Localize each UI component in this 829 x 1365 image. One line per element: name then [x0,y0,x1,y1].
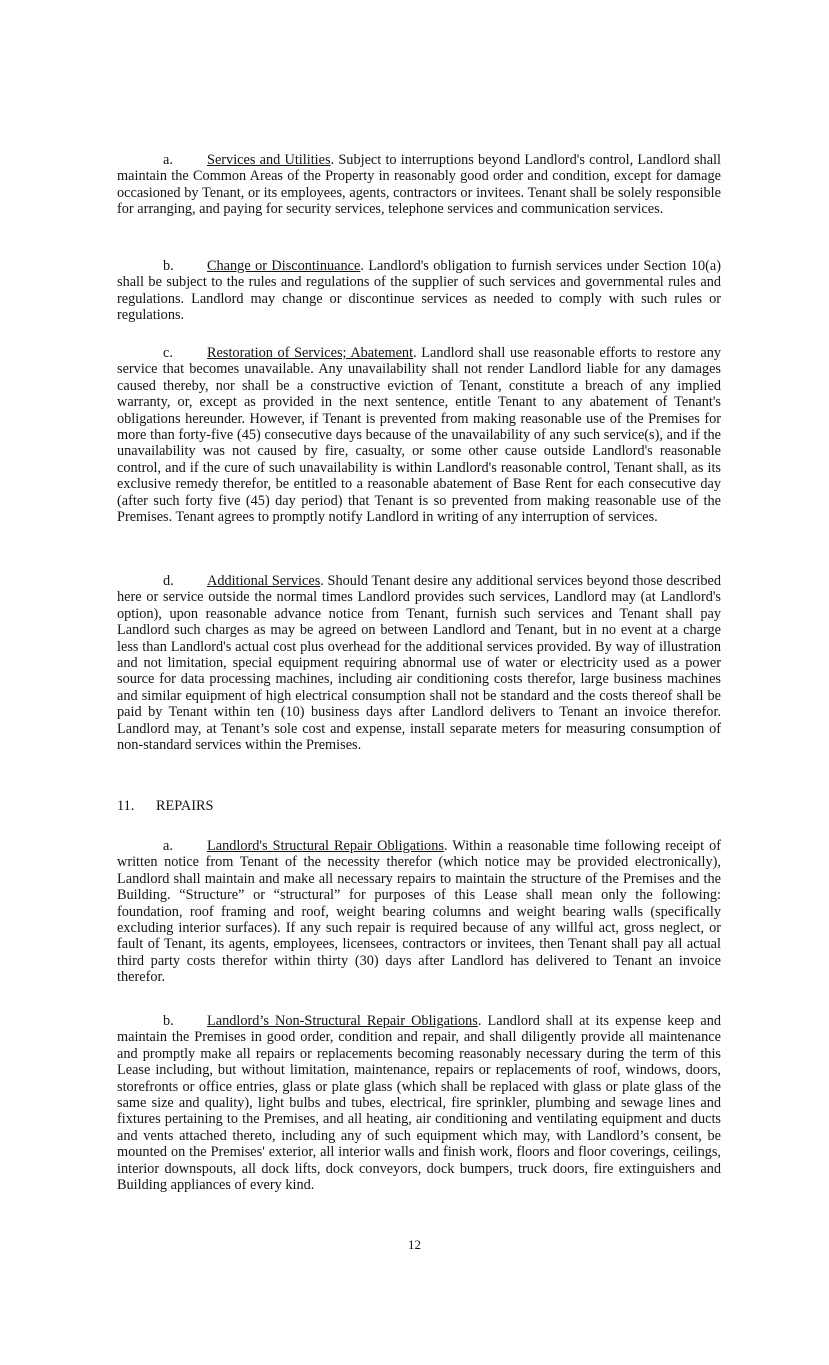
section-10d-paragraph: d. Additional Services. Should Tenant desire any additional services beyond those described here or service outside the normal times Landlord provides such services, Landlord may (at Landlord's option), upon reasonable advance notice from Tenant, furnish such services and Tenant shall pay Landlord such charges as may be agreed on between Landlord and Tenant, but in no event at a charge less than Landlord's actual cost plus overhead for the additional services provided. By way of illustration and not limitation, special equipment requiring abnormal use of water or electricity used as a power source for data processing machines, including air conditioning costs therefor, large business machines and similar equipment of high electrical consumption shall not be standard and the costs thereof shall be paid by Tenant within ten (10) business days after Landlord delivers to Tenant an invoice therefor. Landlord may, at Tenant’s sole cost and expense, install separate meters for measuring consumption of non-standard services within the Premises. [117,573,722,754]
section-body: Landlord's obligation to furnish services under Section 10(a) shall be subject to the rules and regulations of the supplier of such services and governmental rules and regulations. Landlord may change or discontinue services as needed to comply with such rules or regulations. [117,258,721,324]
heading-title: REPAIRS [156,798,214,814]
section-title: Landlord's Structural Repair Obligations [207,838,444,854]
section-body: Landlord shall use reasonable efforts to restore any service that becomes unavailable. Any unavailability shall not render Landlord liable for any damages caused thereby, nor shall be a constructive eviction of Tenant, constitute a breach of any implied warranty, or, except as provided in the next sentence, entitle Tenant to any abatement of Tenant's obligations hereunder. However, if Tenant is prevented from making reasonable use of the Premises for more than forty-five (45) consecutive days because of the unavailability of any such service(s), and if the unavailability was not caused by fire, casualty, or some other cause outside Landlord's reasonable control, and if the cure of such unavailability is within Landlord's reasonable control, Tenant shall, as its exclusive remedy therefor, be entitled to a reasonable abatement of Base Rent for each consecutive day (after such forty five (45) day period) that Tenant is so prevented from making reasonable use of the Premises. Tenant agrees to promptly notify Landlord in writing of any interruption of services. [117,345,722,526]
section-title: Services and Utilities [207,152,331,168]
section-body: Subject to interruptions beyond Landlord's control, Landlord shall maintain the Common Areas of the Property in reasonably good order and condition, except for damage occasioned by Tenant, or its employees, agents, contractors or invitees. Tenant shall be solely responsible for arranging, and paying for security services, telephone services and communication services. [117,152,721,218]
heading-number: 11. [117,798,135,814]
section-title: Additional Services [207,573,321,589]
section-body: Should Tenant desire any additional services beyond those described here or service outside the normal times Landlord provides such services, Landlord may (at Landlord's option), upon reasonable advance notice from Tenant, furnish such services and Tenant shall pay Landlord such charges as may be agreed on between Landlord and Tenant, but in no event at a charge less than Landlord's actual cost plus overhead for the additional services provided. By way of illustration and not limitation, special equipment requiring abnormal use of water or electricity used as a power source for data processing machines, including air conditioning costs therefor, large business machines and similar equipment of high electrical consumption shall not be standard and the costs thereof shall be paid by Tenant within ten (10) business days after Landlord delivers to Tenant an invoice therefor. Landlord may, at Tenant’s sole cost and expense, install separate meters for measuring consumption of non-standard services within the Premises. [117,573,722,754]
section-body: Landlord shall at its expense keep and maintain the Premises in good order, condition and repair, and shall diligently provide all maintenance and promptly make all repairs or replacements becoming reasonably necessary during the term of this Lease including, but without limitation, maintenance, repairs or replacements of roof, windows, doors, storefronts or office entries, glass or plate glass (which shall be replaced with glass or plate glass of the same size and quality), light bulbs and tubes, electrical, fire sprinkler, plumbing and sewage lines and fixtures pertaining to the Premises, and all heating, air conditioning and ventilating equipment and ducts and vents attached thereto, including any of such equipment which may, with Landlord’s consent, be mounted on the Premises' exterior, all interior walls and finish work, floors and floor coverings, ceilings, interior downspouts, all dock lifts, dock conveyors, dock bumpers, truck doors, fire extinguishers and Building appliances of every kind. [117,1013,721,1194]
section-11b-paragraph: b. Landlord’s Non-Structural Repair Obligations. Landlord shall at its expense keep and maintain the Premises in good order, condition and repair, and shall diligently provide all maintenance and promptly make all repairs or replacements becoming reasonably necessary during the term of this Lease including, but without limitation, maintenance, repairs or replacements of roof, windows, doors, storefronts or office entries, glass or plate glass (which shall be replaced with glass or plate glass of the same size and quality), light bulbs and tubes, electrical, fire sprinkler, plumbing and sewage lines and fixtures pertaining to the Premises, and all heating, air conditioning and ventilating equipment and ducts and vents attached thereto, including any of such equipment which may, with Landlord’s consent, be mounted on the Premises' exterior, all interior walls and finish work, floors and floor coverings, ceilings, interior downspouts, all dock lifts, dock conveyors, dock bumpers, truck doors, fire extinguishers and Building appliances of every kind. [117,1013,721,1194]
section-label: b. [163,258,174,274]
section-10b-paragraph: b. Change or Discontinuance. Landlord's obligation to furnish services under Section 10(a) shall be subject to the rules and regulations of the supplier of such services and governmental rules and regulations. Landlord may change or discontinue services as needed to comply with such rules or regulations. [117,258,721,324]
section-10a-paragraph: a. Services and Utilities. Subject to interruptions beyond Landlord's control, Landlord shall maintain the Common Areas of the Property in reasonably good order and condition, except for damage occasioned by Tenant, or its employees, agents, contractors or invitees. Tenant shall be solely responsible for arranging, and paying for security services, telephone services and communication services. [117,152,721,218]
section-label: d. [163,573,174,589]
section-title: Restoration of Services; Abatement [207,345,414,361]
section-label: b. [163,1013,174,1029]
section-11a-paragraph: a. Landlord's Structural Repair Obligations. Within a reasonable time following receipt of written notice from Tenant of the necessity therefor (which notice may be provided electronically), Landlord shall maintain and make all necessary repairs to maintain the structure of the Premises and the Building. “Structure” or “structural” for purposes of this Lease shall mean only the following: foundation, roof framing and roof, weight bearing columns and weight bearing walls (specifically excluding interior surfaces). If any such repair is required because of any willful act, gross neglect, or fault of Tenant, its agents, employees, licensees, contractors or invitees, then Tenant shall pay all actual third party costs therefor within thirty (30) days after Landlord has delivered to Tenant an invoice therefor. [117,838,721,986]
section-11-heading [117,798,213,814]
page-number: 12 [408,1237,421,1252]
section-10c-paragraph: c. Restoration of Services; Abatement. Landlord shall use reasonable efforts to restore any service that becomes unavailable. Any unavailability shall not render Landlord liable for any damages caused thereby, nor shall be a constructive eviction of Tenant, constitute a breach of any implied warranty, or, except as provided in the next sentence, entitle Tenant to any abatement of Tenant's obligations hereunder. However, if Tenant is prevented from making reasonable use of the Premises for more than forty-five (45) consecutive days because of the unavailability of any such service(s), and if the unavailability was not caused by fire, casualty, or some other cause outside Landlord's reasonable control, and if the cure of such unavailability is within Landlord's reasonable control, Tenant shall, as its exclusive remedy therefor, be entitled to a reasonable abatement of Base Rent for each consecutive day (after such forty five (45) day period) that Tenant is so prevented from making reasonable use of the Premises. Tenant agrees to promptly notify Landlord in writing of any interruption of services. [117,345,722,526]
section-title: Landlord’s Non-Structural Repair Obligations [207,1013,478,1029]
section-title: Change or Discontinuance [207,258,361,274]
section-body: Within a reasonable time following receipt of written notice from Tenant of the necessity therefor (which notice may be provided electronically), Landlord shall maintain and make all necessary repairs to maintain the structure of the Premises and the Building. “Structure” or “structural” for purposes of this Lease shall mean only the following: foundation, roof framing and roof, weight bearing columns and weight bearing walls (specifically excluding interior surfaces). If any such repair is required because of any willful act, gross neglect, or fault of Tenant, its agents, employees, licensees, contractors or invitees, then Tenant shall pay all actual third party costs therefor within thirty (30) days after Landlord has delivered to Tenant an invoice therefor. [117,838,721,986]
section-label: a. [163,152,173,168]
section-label: c. [163,345,173,361]
section-label: a. [163,838,173,854]
